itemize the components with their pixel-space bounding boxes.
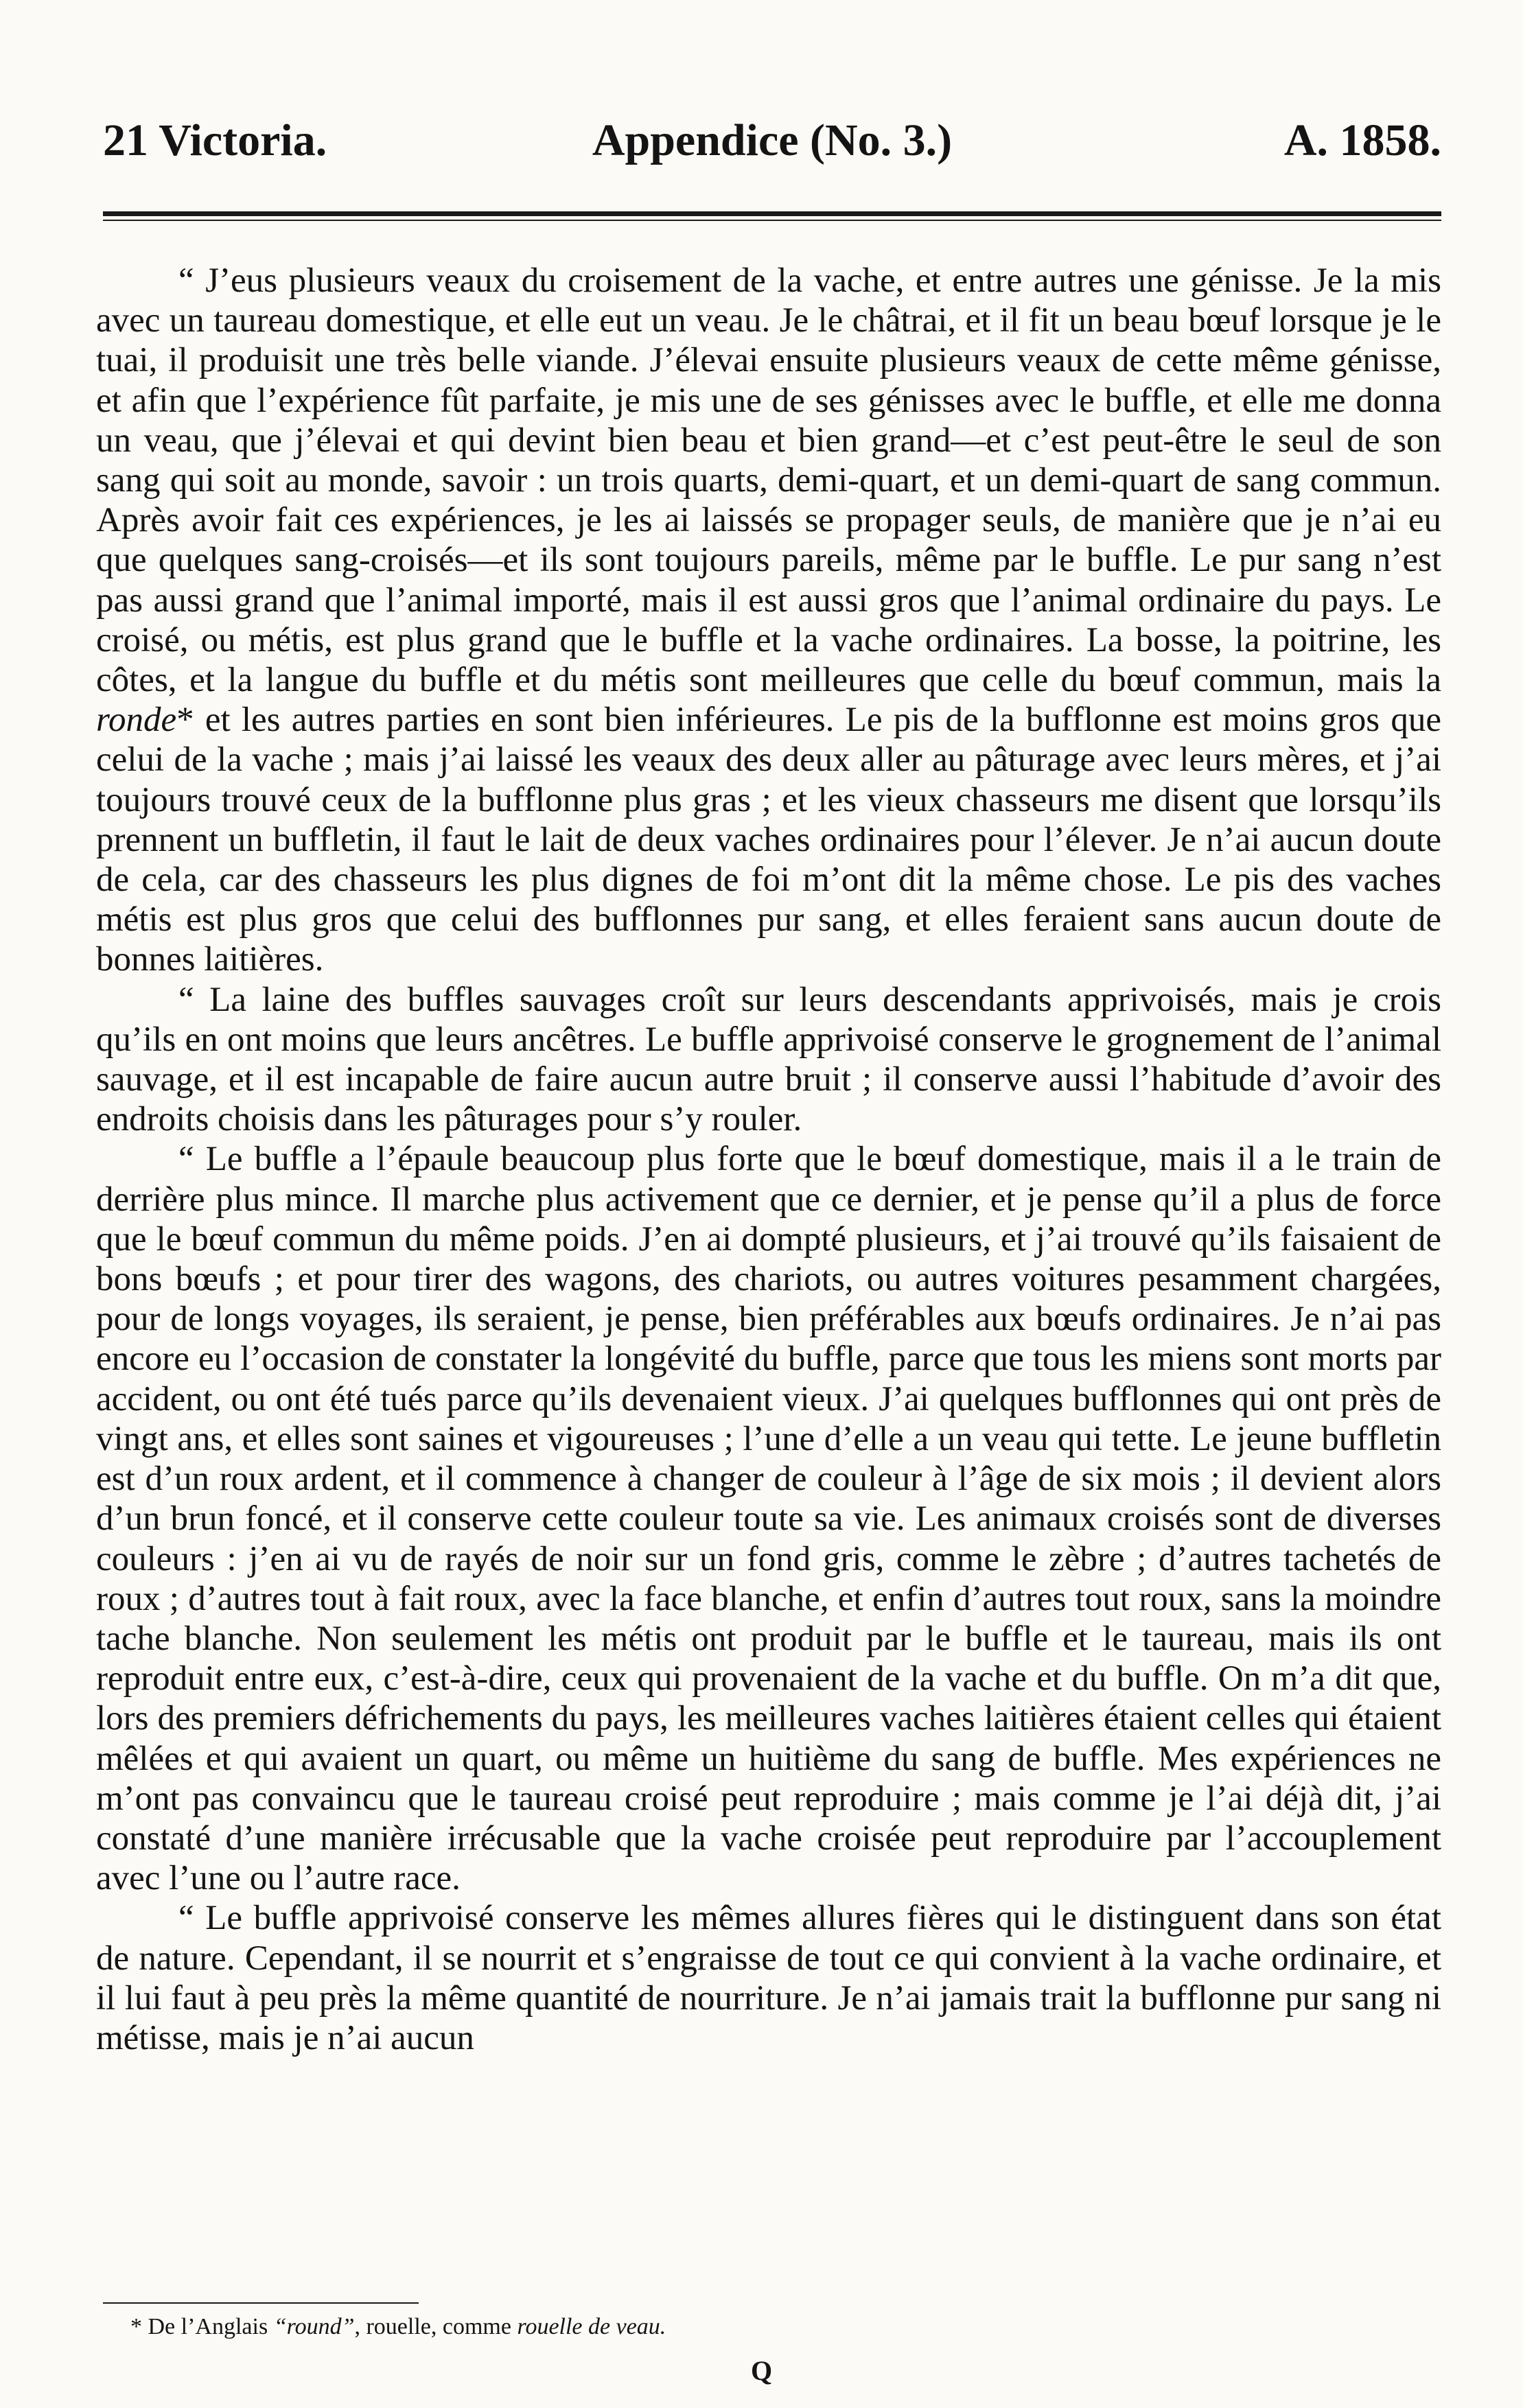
paragraph-1-italic: ronde	[96, 701, 177, 740]
body-text	[96, 261, 1441, 2278]
header-year: A. 1858.	[1283, 115, 1441, 165]
paragraph-4: “ Le buffle apprivoisé conserve les mêmes allures fières qui le distinguent dans son état de nature. Cependant, il se nourrit et s’engraisse de tout ce qui convient à la vache ordinaire, et il lui faut à peu près la même quantité de nourriture. Je n’ai jamais trait la bufflonne pur sang ni métisse, mais je n’ai aucun	[96, 1899, 1441, 2057]
paragraph-3: “ Le buffle a l’épaule beaucoup plus forte que le bœuf domestique, mais il a le train de derrière plus mince. Il marche plus activement que ce dernier, et je pense qu’il a plus de force que le bœuf commun du même poids. J’en ai dompté plusieurs, et j’ai trouvé qu’ils faisaient de bons bœufs ; et pour tirer des wagons, des chariots, ou autres voitures pesamment chargées, pour de longs voyages, ils seraient, je pense, bien préférables aux bœufs ordinaires. Je n’ai pas encore eu l’occasion de constater la longévité du buffle, parce que tous les miens sont morts par accident, ou ont été tués parce qu’ils devenaient vieux. J’ai quelques bufflonnes qui ont près de vingt ans, et elles sont saines et vigoureuses ; l’une d’elle a un veau qui tette. Le jeune buffletin est d’un roux ardent, et il commence à changer de couleur à l’âge de six mois ; il devient alors d’un brun foncé, et il conserve cette couleur toute sa vie. Les animaux croisés sont de diverses couleurs : j’en ai vu de rayés de noir sur un fond gris, comme le zèbre ; d’autres tachetés de roux ; d’autres tout à fait roux, avec la face blanche, et enfin d’autres tout roux, sans la moindre tache blanche. Non seulement les métis ont produit par le buffle et le taureau, mais ils ont reproduit entre eux, c’est-à-dire, ceux qui provenaient de la vache et du buffle. On m’a dit que, lors des premiers défrichements du pays, les meilleures vaches laitières étaient celles qui étaient mêlées et qui avaient un quart, ou même un huitième du sang de buffle. Mes expériences ne m’ont pas convaincu que le taureau croisé peut reproduire ; mais comme je l’ai déjà dit, j’ai constaté d’une manière irrécusable que la vache croisée peut reproduire par l’accouplement avec l’une ou l’autre race.	[96, 1140, 1441, 1898]
paragraph-1-text-b: * et les autres parties en sont bien inférieures. Le pis de la bufflonne est moins gros que celui de la vache ; mais j’ai laissé les veaux des deux aller au pâturage avec leurs mères, et j’ai toujours trouvé ceux de la bufflonne plus gras ; et les vieux chasseurs me disent que lorsqu’ils prennent un buffletin, il faut le lait de deux vaches ordinaires pour l’élever. Je n’ai aucun doute de cela, car des chasseurs les plus dignes de foi m’ont dit la même chose. Le pis des vaches métis est plus gros que celui des bufflonnes pur sang, et elles feraient sans aucun doute de bonnes laitières.	[96, 701, 1441, 979]
footnote-quoted: “round”	[273, 2314, 355, 2339]
header-rule-thick	[103, 211, 1441, 216]
header-appendix: Appendice (No. 3.)	[592, 115, 953, 165]
paragraph-1-text-a: “ J’eus plusieurs veaux du croisement de la vache, et entre autres une génisse. Je la mis avec un taureau domestique, et elle eut un veau. Je le châtrai, et il fit un beau bœuf lorsque je le tuai, il produisit une très belle viande. J’élevai ensuite plusieurs veaux de cette même génisse, et afin que l’expérience fût parfaite, je mis une de ses génisses avec le buffle, et elle me donna un veau, que j’élevai et qui devint bien beau et bien grand—et c’est peut-être le seul de son sang qui soit au monde, savoir : un trois quarts, demi-quart, et un demi-quart de sang commun. Après avoir fait ces expériences, je les ai laissés se propager seuls, de manière que je n’ai eu que quelques sang-croisés—et ils sont toujours pareils, même par le buffle. Le pur sang n’est pas aussi grand que l’animal importé, mais il est aussi gros que l’animal ordinaire du pays. Le croisé, ou métis, est plus grand que le buffle et la vache ordinaires. La bosse, la poitrine, les côtes, et la langue du buffle et du métis sont meilleures que celle du bœuf commun, mais la	[96, 261, 1441, 700]
footnote	[130, 2313, 1434, 2341]
header-session: 21 Victoria.	[103, 115, 327, 165]
paragraph-1	[96, 261, 1441, 980]
footnote-rule	[103, 2302, 419, 2304]
signature-mark: Q	[750, 2355, 773, 2386]
paragraph-2: “ La laine des buffles sauvages croît sur leurs descendants apprivoisés, mais je crois qu’ils en ont moins que leurs ancêtres. Le buffle apprivoisé conserve le grognement de l’animal sauvage, et il est incapable de faire aucun autre bruit ; il conserve aussi l’habitude d’avoir des endroits choisis dans les pâturages pour s’y rouler.	[96, 980, 1441, 1139]
header-rule-thin	[103, 220, 1441, 221]
footnote-italic: rouelle de veau.	[517, 2314, 666, 2339]
page-header	[103, 110, 1441, 172]
footnote-text-b: , rouelle, comme	[354, 2314, 518, 2339]
footnote-text-a: * De l’Anglais	[130, 2314, 274, 2339]
